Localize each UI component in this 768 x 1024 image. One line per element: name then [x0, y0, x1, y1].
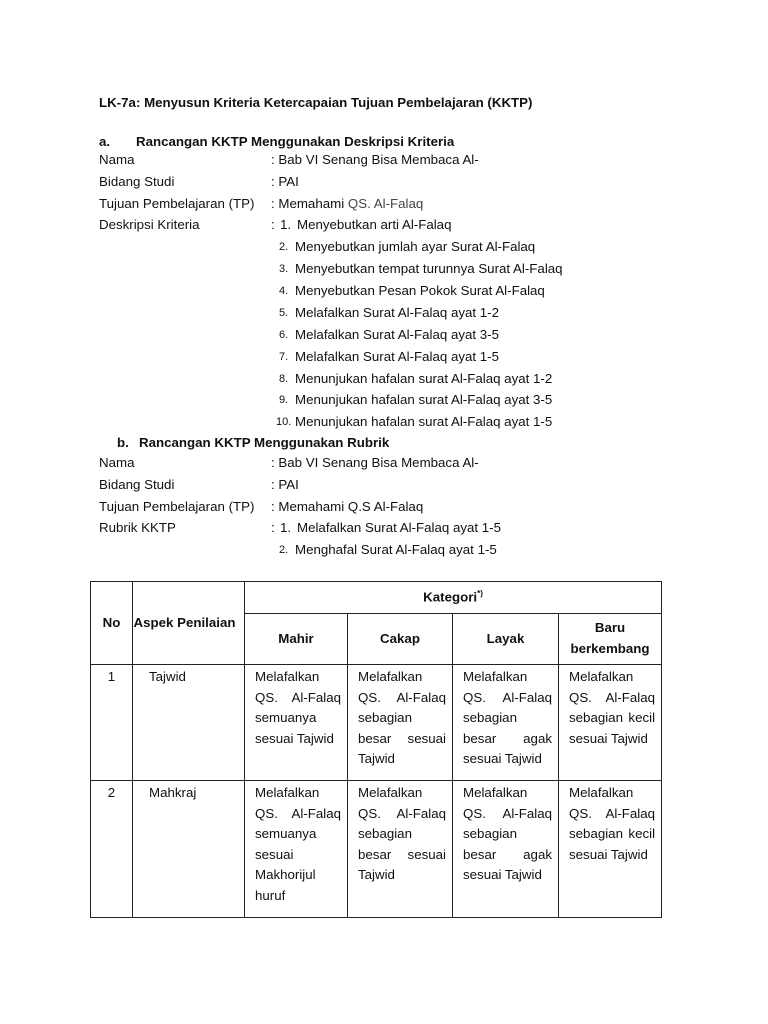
criteria-num-3: 3.	[279, 263, 289, 275]
criteria-num-4: 4.	[279, 285, 289, 297]
cell-cakap: Melafalkan QS. Al-Falaq sebagian besar sesuai Tajwid	[348, 665, 453, 781]
criteria-text-10: Menunjukan hafalan surat Al-Falaq ayat 1-5	[295, 414, 553, 429]
field-value-bidang-studi: : PAI	[271, 174, 299, 189]
criteria-text-1: Menyebutkan arti Al-Falaq	[297, 217, 452, 232]
field-value-nama: : Bab VI Senang Bisa Membaca Al-	[271, 152, 479, 167]
criteria-num-7: 7.	[279, 351, 289, 363]
header-mahir: Mahir	[245, 614, 348, 665]
table-row	[91, 665, 662, 781]
header-kategori	[245, 582, 662, 614]
cell-layak: Melafalkan QS. Al-Falaq sebagian besar agak sesuai Tajwid	[453, 665, 559, 781]
header-aspek-penilaian: Aspek Penilaian	[133, 582, 245, 665]
cell-baru-berkembang: Melafalkan QS. Al-Falaq sebagian kecil sesuai Tajwid	[559, 665, 662, 781]
criteria-num-8: 8.	[279, 373, 289, 385]
field-value-prefix: : Memahami	[271, 196, 348, 211]
document-title: LK-7a: Menyusun Kriteria Ketercapaian Tujuan Pembelajaran (KKTP)	[99, 95, 533, 110]
table-row	[91, 780, 662, 917]
criteria-num-1: 1.	[280, 217, 292, 232]
field-label-nama: Nama	[99, 152, 135, 167]
criteria-text-6: Melafalkan Surat Al-Falaq ayat 3-5	[295, 327, 499, 342]
cell-baru-berkembang: Melafalkan QS. Al-Falaq sebagian kecil sesuai Tajwid	[559, 780, 662, 917]
field-label-rubrik-kktp: Rubrik KKTP	[99, 520, 176, 535]
cell-mahir: Melafalkan QS. Al-Falaq semuanya sesuai Tajwid	[245, 665, 348, 781]
header-kategori-footnote: *)	[477, 589, 483, 598]
section-a-heading: Rancangan KKTP Menggunakan Deskripsi Kriteria	[136, 134, 455, 149]
header-layak: Layak	[453, 614, 559, 665]
field-value-deskripsi-kriteria: :	[271, 217, 275, 232]
cell-layak: Melafalkan QS. Al-Falaq sebagian besar agak sesuai Tajwid	[453, 780, 559, 917]
field-label-bidang-studi: Bidang Studi	[99, 174, 175, 189]
field-value-tujuan-pembelajaran-b: : Memahami Q.S Al-Falaq	[271, 499, 424, 514]
criteria-text-4: Menyebutkan Pesan Pokok Surat Al-Falaq	[295, 283, 545, 298]
rubric-num-2: 2.	[279, 544, 289, 556]
header-kategori-label: Kategori	[423, 589, 478, 605]
field-value-nama-b: : Bab VI Senang Bisa Membaca Al-	[271, 455, 479, 470]
cell-mahir: Melafalkan QS. Al-Falaq semuanya sesuai Makhorijul huruf	[245, 780, 348, 917]
field-label-bidang-studi-b: Bidang Studi	[99, 477, 175, 492]
criteria-num-6: 6.	[279, 329, 289, 341]
header-cakap: Cakap	[348, 614, 453, 665]
criteria-num-5: 5.	[279, 307, 289, 319]
field-label-deskripsi-kriteria: Deskripsi Kriteria	[99, 217, 200, 232]
criteria-num-2: 2.	[279, 241, 289, 253]
header-baru-berkembang: Baru berkembang	[559, 614, 662, 665]
criteria-text-5: Melafalkan Surat Al-Falaq ayat 1-2	[295, 305, 499, 320]
cell-cakap: Melafalkan QS. Al-Falaq sebagian besar sesuai Tajwid	[348, 780, 453, 917]
field-label-tujuan-pembelajaran: Tujuan Pembelajaran (TP)	[99, 196, 255, 211]
field-value-bidang-studi-b: : PAI	[271, 477, 299, 492]
field-value-rubrik-kktp: :	[271, 520, 275, 535]
section-b-marker: b.	[117, 435, 129, 450]
criteria-text-7: Melafalkan Surat Al-Falaq ayat 1-5	[295, 349, 499, 364]
section-a-marker: a.	[99, 134, 111, 149]
criteria-text-2: Menyebutkan jumlah ayar Surat Al-Falaq	[295, 239, 536, 254]
row-no: 1	[91, 665, 133, 781]
row-no: 2	[91, 780, 133, 917]
criteria-num-9: 9.	[279, 394, 289, 406]
rubric-table	[90, 581, 662, 918]
criteria-num-10: 10.	[276, 416, 292, 428]
section-b-heading: Rancangan KKTP Menggunakan Rubrik	[139, 435, 390, 450]
field-value-tujuan-pembelajaran	[271, 195, 423, 213]
criteria-text-9: Menunjukan hafalan surat Al-Falaq ayat 3-5	[295, 392, 553, 407]
header-no: No	[91, 582, 133, 665]
field-label-nama-b: Nama	[99, 455, 135, 470]
row-aspek: Tajwid	[133, 665, 245, 781]
field-value-surah: QS. Al-Falaq	[347, 196, 424, 211]
criteria-text-8: Menunjukan hafalan surat Al-Falaq ayat 1-2	[295, 371, 553, 386]
row-aspek: Mahkraj	[133, 780, 245, 917]
rubric-text-2: Menghafal Surat Al-Falaq ayat 1-5	[295, 542, 497, 557]
rubric-text-1: Melafalkan Surat Al-Falaq ayat 1-5	[297, 520, 501, 535]
rubric-num-1: 1.	[280, 520, 292, 535]
field-label-tujuan-pembelajaran-b: Tujuan Pembelajaran (TP)	[99, 499, 255, 514]
criteria-text-3: Menyebutkan tempat turunnya Surat Al-Falaq	[295, 261, 563, 276]
